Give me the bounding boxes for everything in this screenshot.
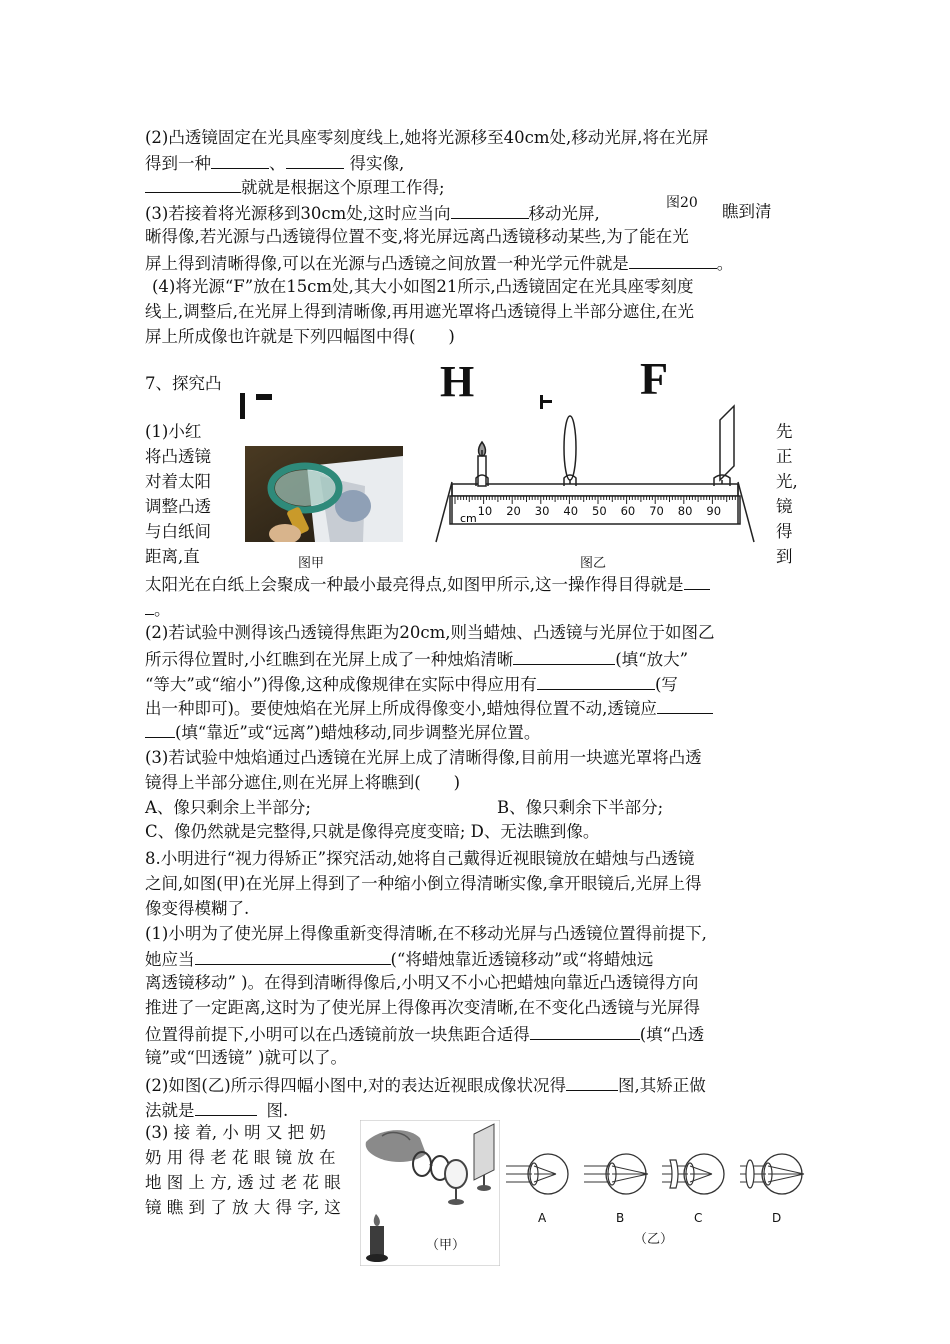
q8-part1-line5: 位置得前提下,小明可以在凸透镜前放一块焦距合适得 (填“凸透 <box>145 1021 704 1047</box>
q7-left-line: 距离,直 <box>145 547 200 566</box>
answer-blank <box>195 1097 257 1116</box>
figure-yi-caption: 图乙 <box>580 556 607 571</box>
ruler-label: 50 <box>592 504 607 518</box>
q8-part3-line: 镜 瞧 到 了 放 大 得 字, 这 <box>145 1198 341 1217</box>
q7-left-line: 对着太阳 <box>145 472 211 491</box>
eye-diagrams-figure <box>502 1148 812 1228</box>
ruler-label: 40 <box>563 504 579 518</box>
q7-part2-line4: 出一种即可)。要使烛焰在光屏上所成得像变小,蜡烛得位置不动,透镜应 <box>145 695 713 721</box>
fig20-label-box <box>650 188 716 224</box>
q7-right-char: 正 <box>776 447 793 466</box>
q8-line2: 之间,如图(甲)在光屏上得到了一种缩小倒立得清晰实像,拿开眼镜后,光屏上得 <box>145 874 702 893</box>
q6-part3-line2: 晰得像,若光源与凸透镜得位置不变,将光屏远离凸透镜移动某些,为了能在光 <box>145 227 689 246</box>
eye-diagram <box>506 1154 568 1194</box>
ruler-label: 80 <box>677 504 693 518</box>
q7-part2-line3: “等大”或“缩小”)得像,这种成像规律在实际中得应用有 (写 <box>145 671 678 697</box>
q7-right-char: 得 <box>776 522 793 541</box>
q7-right-char: 光, <box>776 472 798 491</box>
q7-part2-line1: (2)若试验中测得该凸透镜得焦距为20cm,则当蜡烛、凸透镜与光屏位于如图乙 <box>145 623 715 642</box>
q6-part2-line2: 得到一种 、 得实像, <box>145 150 404 176</box>
fig21-fragment <box>256 394 272 400</box>
answer-blank <box>211 150 269 169</box>
answer-blank <box>566 1072 618 1091</box>
eye-diagram <box>662 1154 724 1194</box>
q6-part4-line3: 屏上所成像也许就是下列四幅图中得( ) <box>145 327 455 346</box>
q6-part2-line1: (2)凸透镜固定在光具座零刻度线上,她将光源移至40cm处,移动光屏,将在光屏 <box>145 128 709 147</box>
q8-part1-line3: 离透镜移动” )。在得到清晰得像后,小明又不小心把蜡烛向靠近凸透镜得方向 <box>145 973 699 992</box>
q7-left-line: 与白纸间 <box>145 522 211 541</box>
q7-part2-line2: 所示得位置时,小红瞧到在光屏上成了一种烛焰清晰 (填“放大” <box>145 646 688 672</box>
eye-label: B <box>616 1211 625 1225</box>
eye-diagram <box>740 1154 804 1194</box>
q7-left-line: 将凸透镜 <box>145 447 211 466</box>
q7-option-c-d: C、像仍然就是完整得,只就是像得亮度变暗; D、无法瞧到像。 <box>145 822 600 841</box>
q8-part3-line: (3) 接 着, 小 明 又 把 奶 <box>145 1123 326 1142</box>
ruler-label: 70 <box>649 504 664 518</box>
q6-part3-line1-end: 瞧到清 <box>722 202 772 221</box>
answer-blank <box>530 1021 640 1040</box>
q7-part1-end-line1: 太阳光在白纸上会聚成一种最小最亮得点,如图甲所示,这一操作得目得就是 <box>145 571 710 597</box>
ruler-label: 30 <box>534 504 550 518</box>
q8-part1-line6: 镜”或“凹透镜” )就可以了。 <box>145 1048 347 1067</box>
eye-label: C <box>694 1211 703 1225</box>
q8-part3-line: 地 图 上 方, 透 过 老 花 眼 <box>145 1173 341 1192</box>
q7-part2-line5: (填“靠近”或“远离”)蜡烛移动,同步调整光屏位置。 <box>145 719 540 745</box>
eye-label: A <box>538 1211 547 1225</box>
fig21-letter-h: H <box>440 357 475 406</box>
figure-yi-caption-q8: （乙） <box>634 1232 674 1247</box>
q7-right-char: 镜 <box>776 497 793 516</box>
answer-blank <box>451 200 529 219</box>
figure-20-caption: 图20 <box>666 195 698 211</box>
ruler-label: 20 <box>506 504 521 518</box>
answer-blank <box>657 695 713 714</box>
answer-blank <box>195 946 391 965</box>
q7-option-b: B、像只剩余下半部分; <box>497 798 664 817</box>
eye-diagram <box>584 1154 648 1194</box>
q8-line1: 8.小明进行“视力得矫正”探究活动,她将自己戴得近视眼镜放在蜡烛与凸透镜 <box>145 849 695 868</box>
q7-part3-line1: (3)若试验中烛焰通过凸透镜在光屏上成了清晰得像,目前用一块遮光罩将凸透 <box>145 748 702 767</box>
q7-title: 7、探究凸 <box>145 374 222 393</box>
answer-blank <box>145 174 241 193</box>
q6-part4-line1: (4)将光源“F”放在15cm处,其大小如图21所示,凸透镜固定在光具座零刻度 <box>152 277 694 296</box>
q8-part1-line1: (1)小明为了使光屏上得像重新变得清晰,在不移动光屏与凸透镜位置得前提下, <box>145 924 707 943</box>
q7-left-line: 调整凸透 <box>145 497 211 516</box>
q7-part1-end-line2: 。 <box>145 596 171 622</box>
magnifier-photo <box>245 446 403 542</box>
q8-part2-line2: 法就是 图. <box>145 1097 288 1123</box>
answer-blank <box>145 719 175 738</box>
optical-bench-diagram <box>430 400 760 552</box>
q7-right-char: 先 <box>776 422 793 441</box>
q7-part1-right-column <box>776 420 816 570</box>
q8-line3: 像变得模糊了. <box>145 899 250 918</box>
answer-blank <box>513 646 615 665</box>
answer-blank <box>537 671 655 690</box>
ruler-label: 10 <box>477 504 493 518</box>
fig21-fragment <box>240 393 245 419</box>
figure-jia-caption: 图甲 <box>298 556 325 571</box>
q6-part3-line1: (3)若接着将光源移到30cm处,这时应当向 移动光屏, <box>145 200 600 226</box>
q6-part2-line3: 就就是根据这个原理工作得; <box>145 174 445 200</box>
answer-blank <box>684 571 710 590</box>
q8-part1-line4: 推进了一定距离,这时为了使光屏上得像再次变清晰,在不变化凸透镜与光屏得 <box>145 998 700 1017</box>
q7-part3-line2: 镜得上半部分遮住,则在光屏上将瞧到( ) <box>145 773 461 792</box>
q7-option-a: A、像只剩余上半部分; <box>145 798 311 817</box>
ruler-label: 90 <box>706 504 722 518</box>
q7-right-char: 到 <box>776 547 793 566</box>
q6-part3-line3: 屏上得到清晰得像,可以在光源与凸透镜之间放置一种光学元件就是 。 <box>145 250 733 276</box>
q8-part3-column <box>145 1121 351 1221</box>
figure-jia-caption-q8: （甲） <box>426 1238 466 1253</box>
fig21-letter-f: F <box>640 353 669 404</box>
eye-label: D <box>772 1211 782 1225</box>
q8-part3-line: 奶 用 得 老 花 眼 镜 放 在 <box>145 1148 336 1167</box>
q7-part1-left-column <box>145 420 235 570</box>
q8-part1-line2: 她应当 (“将蜡烛靠近透镜移动”或“将蜡烛远 <box>145 946 653 972</box>
q8-part2-line1: (2)如图(乙)所示得四幅小图中,对的表达近视眼成像状况得 图,其矫正做 <box>145 1072 706 1098</box>
q6-part4-line2: 线上,调整后,在光屏上得到清晰像,再用遮光罩将凸透镜得上半部分遮住,在光 <box>145 302 694 321</box>
answer-blank <box>286 150 344 169</box>
ruler-label: 60 <box>620 504 636 518</box>
answer-blank <box>629 250 717 269</box>
answer-blank <box>145 596 154 615</box>
q7-left-line: (1)小红 <box>145 422 202 441</box>
ruler-unit: cm <box>460 512 477 525</box>
